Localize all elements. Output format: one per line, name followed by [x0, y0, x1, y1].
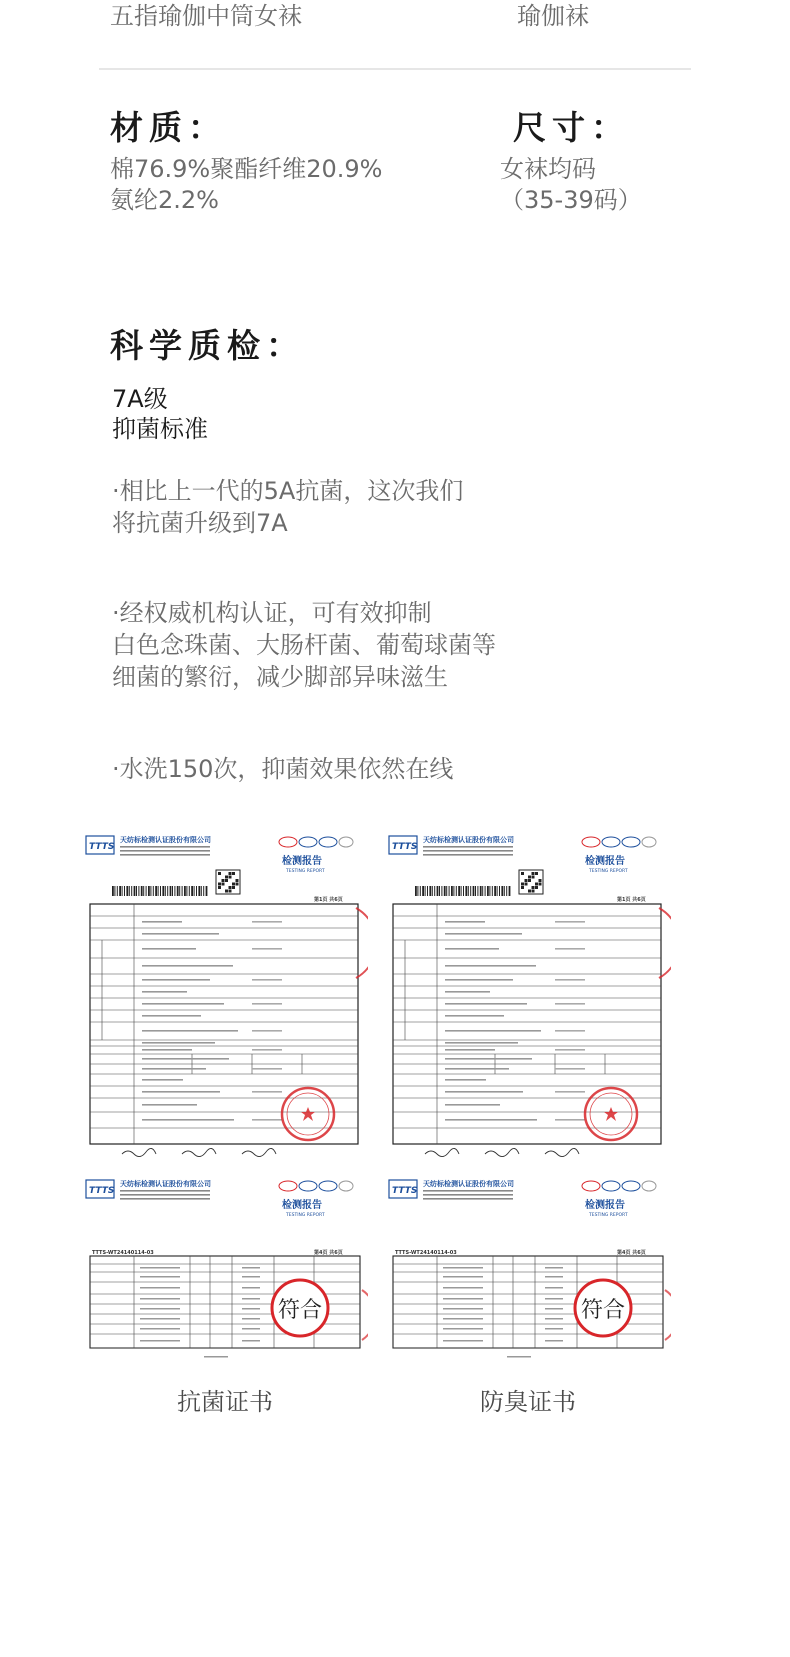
divider [99, 68, 691, 70]
cert-org-name: 天纺标检测认证股份有限公司 [423, 1180, 514, 1188]
cert-table [90, 904, 358, 1144]
cert-report-sub: TESTING REPORT [589, 1213, 628, 1218]
deodorant-cert-page1 [385, 828, 671, 1164]
bullet1-line2: 将抗菌升级到7A [112, 509, 288, 537]
barcode-icon [112, 886, 207, 896]
accreditation-icons [279, 1181, 353, 1191]
svg-text:TTTS: TTTS [392, 842, 418, 852]
material-line2: 氨纶2.2% [110, 186, 219, 214]
svg-text:TTTS: TTTS [89, 1186, 115, 1196]
ttts-logo [389, 836, 417, 854]
cert-report-sub: TESTING REPORT [589, 869, 628, 874]
caption-antibacterial: 抗菌证书 [177, 1388, 273, 1416]
cert-report-sub: TESTING REPORT [286, 869, 325, 874]
size-line2: （35-39码） [500, 186, 642, 214]
cert-report-title: 检测报告 [282, 1200, 322, 1211]
cert-report-title: 检测报告 [585, 856, 625, 867]
antibacterial-cert-page1 [82, 828, 368, 1164]
ttts-logo [86, 1180, 114, 1198]
cert-org-name: 天纺标检测认证股份有限公司 [120, 1180, 211, 1188]
bullet2-line1: ·经权威机构认证，可有效抑制 [112, 599, 432, 627]
qr-code-icon [519, 870, 543, 894]
svg-text:TTTS: TTTS [392, 1186, 418, 1196]
cert-report-no: TTTS-WT24140114-03 [92, 1250, 154, 1256]
accreditation-icons [582, 1181, 656, 1191]
ttts-logo [86, 836, 114, 854]
cert-report-no: TTTS-WT24140114-03 [395, 1250, 457, 1256]
conformity-stamp-icon [272, 1280, 328, 1336]
quality-grade: 7A级 [112, 385, 168, 413]
red-stamp-icon [282, 1088, 334, 1140]
cert-report-sub: TESTING REPORT [286, 1213, 325, 1218]
cert-page-label: 第1页 共6页 [617, 897, 646, 903]
qr-code-icon [216, 870, 240, 894]
caption-deodorant: 防臭证书 [480, 1388, 576, 1416]
size-title: 尺寸： [513, 108, 630, 147]
barcode-icon [415, 886, 510, 896]
cert-page-label: 第1页 共6页 [314, 897, 343, 903]
deodorant-cert-page4 [385, 1172, 671, 1368]
conformity-stamp-text: 符合 [580, 1298, 626, 1323]
antibacterial-cert-page4 [82, 1172, 368, 1368]
accreditation-icons [279, 837, 353, 847]
bullet3-line1: ·水洗150次，抑菌效果依然在线 [112, 755, 454, 783]
cert-org-name: 天纺标检测认证股份有限公司 [423, 836, 514, 844]
bullet2-line2: 白色念珠菌、大肠杆菌、葡萄球菌等 [112, 631, 496, 659]
cert-report-title: 检测报告 [282, 856, 322, 867]
quality-standard: 抑菌标准 [112, 415, 208, 443]
cert-report-title: 检测报告 [585, 1200, 625, 1211]
cert-table [393, 904, 661, 1144]
conformity-stamp-text: 符合 [277, 1298, 323, 1323]
ttts-logo [389, 1180, 417, 1198]
cert-org-name: 天纺标检测认证股份有限公司 [120, 836, 211, 844]
product-name: 五指瑜伽中筒女袜 [110, 2, 302, 30]
red-stamp-icon [585, 1088, 637, 1140]
conformity-stamp-icon [575, 1280, 631, 1336]
size-line1: 女袜均码 [500, 155, 596, 183]
product-category: 瑜伽袜 [517, 2, 589, 30]
cert-page-label: 第4页 共6页 [617, 1250, 646, 1256]
svg-text:TTTS: TTTS [89, 842, 115, 852]
material-title: 材质： [110, 108, 227, 147]
bullet2-line3: 细菌的繁衍，减少脚部异味滋生 [112, 663, 448, 691]
accreditation-icons [582, 837, 656, 847]
material-line1: 棉76.9%聚酯纤维20.9% [110, 155, 383, 183]
quality-title: 科学质检： [110, 326, 305, 365]
cert-page-label: 第4页 共6页 [314, 1250, 343, 1256]
bullet1-line1: ·相比上一代的5A抗菌，这次我们 [112, 477, 464, 505]
